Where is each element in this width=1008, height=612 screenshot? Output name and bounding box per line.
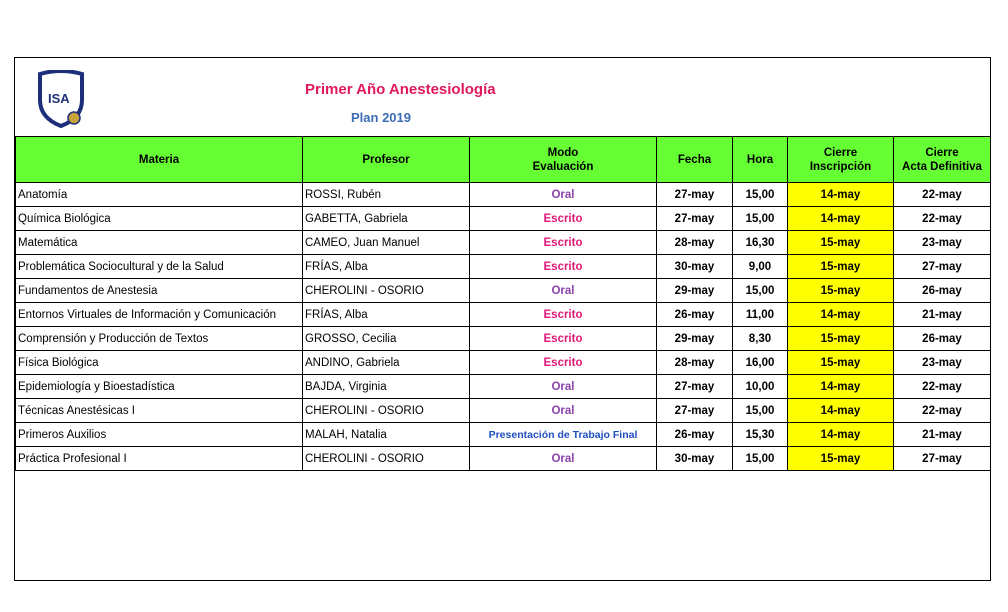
fecha-cell: 28-may [657, 231, 733, 255]
profesor-cell: ROSSI, Rubén [303, 183, 470, 207]
hora-cell: 11,00 [733, 303, 788, 327]
hora-cell: 9,00 [733, 255, 788, 279]
modo-evaluacion-cell: Oral [470, 399, 657, 423]
cierre-acta-cell: 22-may [894, 207, 991, 231]
modo-evaluacion-cell: Presentación de Trabajo Final [470, 423, 657, 447]
materia-cell: Técnicas Anestésicas I [16, 399, 303, 423]
fecha-cell: 26-may [657, 423, 733, 447]
cierre-acta-cell: 21-may [894, 303, 991, 327]
cierre-inscripcion-cell: 15-may [788, 279, 894, 303]
column-header: Fecha [657, 137, 733, 183]
cierre-acta-cell: 22-may [894, 399, 991, 423]
cierre-acta-cell: 26-may [894, 279, 991, 303]
table-row [16, 423, 991, 447]
cierre-inscripcion-cell: 14-may [788, 207, 894, 231]
table-row [16, 207, 991, 231]
plan-subtitle: Plan 2019 [351, 110, 411, 125]
cierre-acta-cell: 27-may [894, 255, 991, 279]
hora-cell: 10,00 [733, 375, 788, 399]
modo-evaluacion-cell: Oral [470, 279, 657, 303]
fecha-cell: 27-may [657, 183, 733, 207]
exam-schedule-table [15, 136, 991, 471]
table-row [16, 351, 991, 375]
profesor-cell: MALAH, Natalia [303, 423, 470, 447]
hora-cell: 15,30 [733, 423, 788, 447]
logo-text: ISA [48, 91, 70, 106]
profesor-cell: FRÍAS, Alba [303, 303, 470, 327]
column-header: Modo Evaluación [470, 137, 657, 183]
materia-cell: Problemática Sociocultural y de la Salud [16, 255, 303, 279]
column-header: Cierre Inscripción [788, 137, 894, 183]
page-title: Primer Año Anestesiología [305, 81, 496, 98]
cierre-inscripcion-cell: 15-may [788, 447, 894, 471]
fecha-cell: 30-may [657, 447, 733, 471]
hora-cell: 16,30 [733, 231, 788, 255]
schedule-sheet [14, 57, 991, 581]
cierre-inscripcion-cell: 14-may [788, 399, 894, 423]
table-row [16, 231, 991, 255]
profesor-cell: GABETTA, Gabriela [303, 207, 470, 231]
materia-cell: Epidemiología y Bioestadística [16, 375, 303, 399]
materia-cell: Química Biológica [16, 207, 303, 231]
fecha-cell: 29-may [657, 327, 733, 351]
modo-evaluacion-cell: Oral [470, 375, 657, 399]
column-header: Profesor [303, 137, 470, 183]
cierre-inscripcion-cell: 14-may [788, 303, 894, 327]
cierre-inscripcion-cell: 15-may [788, 351, 894, 375]
table-row [16, 303, 991, 327]
cierre-acta-cell: 21-may [894, 423, 991, 447]
table-row [16, 447, 991, 471]
materia-cell: Fundamentos de Anestesia [16, 279, 303, 303]
table-header-row [16, 137, 991, 183]
modo-evaluacion-cell: Oral [470, 183, 657, 207]
cierre-inscripcion-cell: 15-may [788, 231, 894, 255]
cierre-inscripcion-cell: 14-may [788, 375, 894, 399]
column-header: Cierre Acta Definitiva [894, 137, 991, 183]
cierre-acta-cell: 22-may [894, 375, 991, 399]
materia-cell: Práctica Profesional I [16, 447, 303, 471]
column-header: Materia [16, 137, 303, 183]
cierre-acta-cell: 23-may [894, 231, 991, 255]
institute-logo-icon [36, 70, 86, 128]
hora-cell: 15,00 [733, 447, 788, 471]
materia-cell: Anatomía [16, 183, 303, 207]
hora-cell: 8,30 [733, 327, 788, 351]
cierre-acta-cell: 26-may [894, 327, 991, 351]
hora-cell: 15,00 [733, 183, 788, 207]
table-row [16, 255, 991, 279]
cierre-acta-cell: 23-may [894, 351, 991, 375]
profesor-cell: FRÍAS, Alba [303, 255, 470, 279]
modo-evaluacion-cell: Escrito [470, 327, 657, 351]
profesor-cell: CAMEO, Juan Manuel [303, 231, 470, 255]
cierre-inscripcion-cell: 14-may [788, 183, 894, 207]
fecha-cell: 29-may [657, 279, 733, 303]
fecha-cell: 27-may [657, 375, 733, 399]
materia-cell: Primeros Auxilios [16, 423, 303, 447]
profesor-cell: CHEROLINI - OSORIO [303, 399, 470, 423]
modo-evaluacion-cell: Escrito [470, 255, 657, 279]
materia-cell: Entornos Virtuales de Información y Comunicación [16, 303, 303, 327]
hora-cell: 16,00 [733, 351, 788, 375]
table-row [16, 279, 991, 303]
materia-cell: Física Biológica [16, 351, 303, 375]
table-row [16, 183, 991, 207]
hora-cell: 15,00 [733, 279, 788, 303]
cierre-acta-cell: 22-may [894, 183, 991, 207]
fecha-cell: 27-may [657, 207, 733, 231]
cierre-acta-cell: 27-may [894, 447, 991, 471]
fecha-cell: 28-may [657, 351, 733, 375]
profesor-cell: ANDINO, Gabriela [303, 351, 470, 375]
table-body [16, 183, 991, 471]
modo-evaluacion-cell: Escrito [470, 207, 657, 231]
profesor-cell: BAJDA, Virginia [303, 375, 470, 399]
table-row [16, 327, 991, 351]
modo-evaluacion-cell: Escrito [470, 351, 657, 375]
hora-cell: 15,00 [733, 207, 788, 231]
column-header: Hora [733, 137, 788, 183]
table-row [16, 375, 991, 399]
modo-evaluacion-cell: Escrito [470, 231, 657, 255]
profesor-cell: CHEROLINI - OSORIO [303, 447, 470, 471]
cierre-inscripcion-cell: 14-may [788, 423, 894, 447]
profesor-cell: CHEROLINI - OSORIO [303, 279, 470, 303]
cierre-inscripcion-cell: 15-may [788, 327, 894, 351]
hora-cell: 15,00 [733, 399, 788, 423]
fecha-cell: 27-may [657, 399, 733, 423]
table-row [16, 399, 991, 423]
cierre-inscripcion-cell: 15-may [788, 255, 894, 279]
fecha-cell: 30-may [657, 255, 733, 279]
modo-evaluacion-cell: Oral [470, 447, 657, 471]
profesor-cell: GROSSO, Cecilia [303, 327, 470, 351]
fecha-cell: 26-may [657, 303, 733, 327]
modo-evaluacion-cell: Escrito [470, 303, 657, 327]
materia-cell: Comprensión y Producción de Textos [16, 327, 303, 351]
materia-cell: Matemática [16, 231, 303, 255]
